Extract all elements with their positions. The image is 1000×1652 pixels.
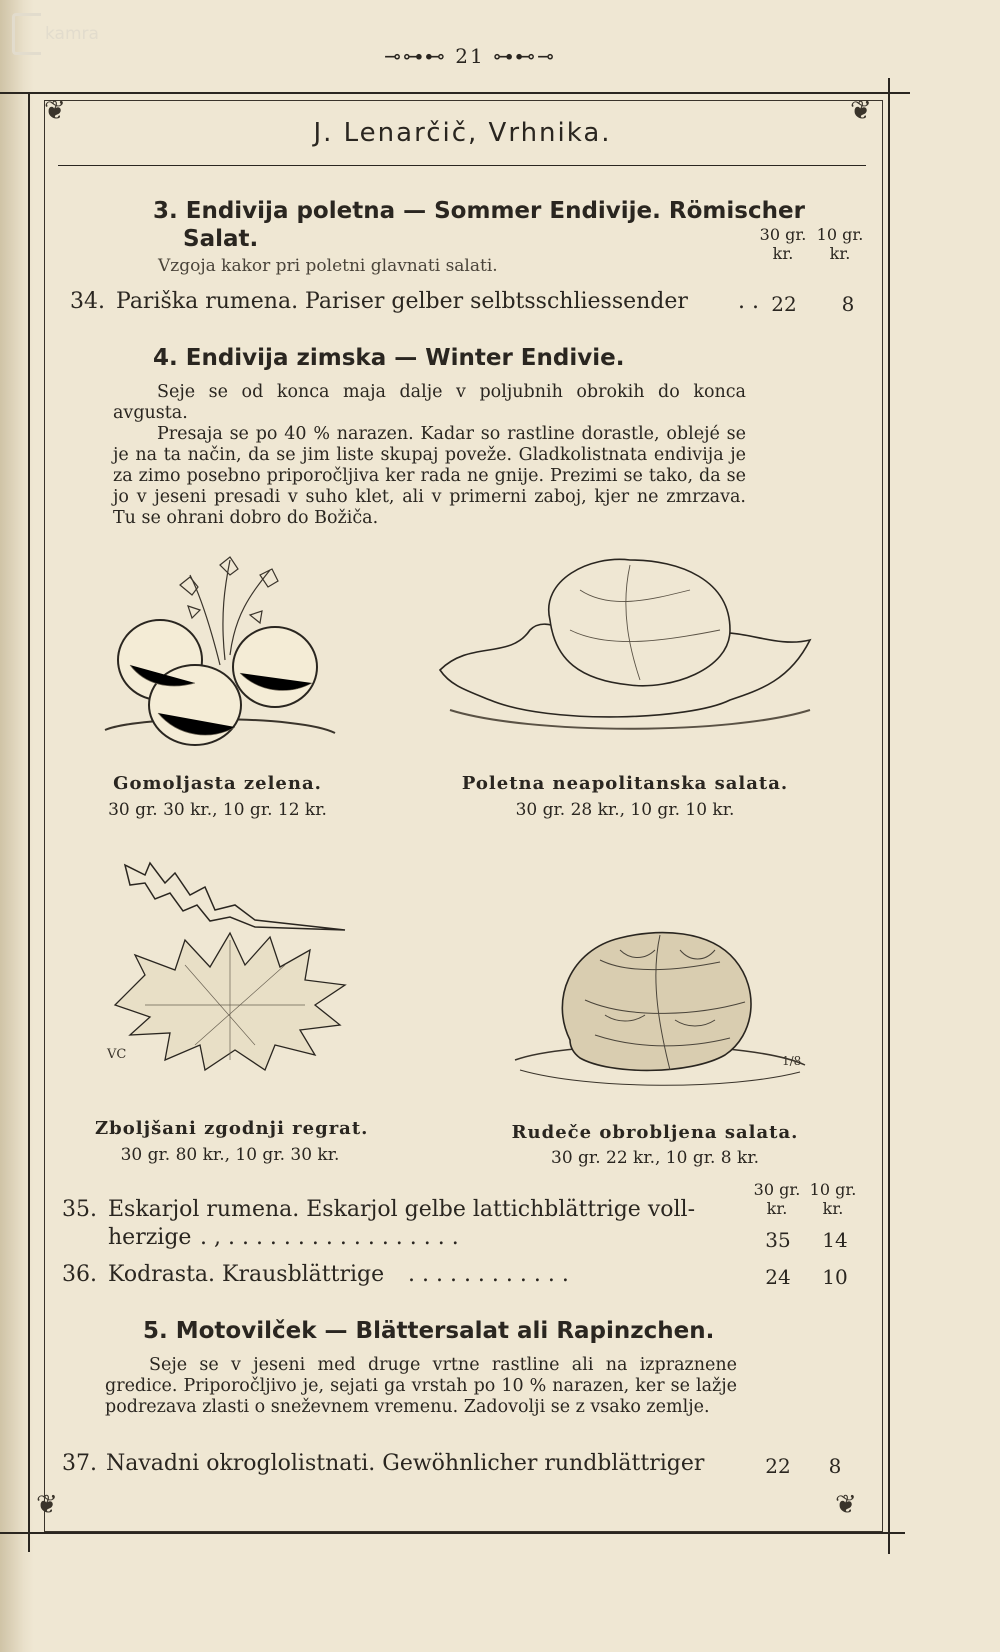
illustration4-caption: Rudeče obrobljena salata. [511, 1122, 799, 1143]
item34-dots: . . [738, 289, 759, 314]
section4-heading: 4. Endivija zimska — Winter Endivie. [153, 345, 625, 371]
section4-paragraph1: Seje se od konca maja dalje v poljubnih obrokih do konca avgusta. [113, 382, 746, 423]
illustration3-price: 30 gr. 80 kr., 10 gr. 30 kr. [120, 1145, 340, 1165]
item36-price10: 10 [822, 1265, 848, 1289]
section3-col1-unit: kr. [772, 244, 794, 263]
section3-col2-unit: kr. [829, 244, 851, 263]
item34-number: 34. [70, 289, 105, 314]
item36-price30: 24 [765, 1265, 791, 1289]
item35-price10: 14 [822, 1228, 848, 1252]
item36-name: Kodrasta. Krausblättrige [108, 1262, 385, 1287]
mid-price-header-10 [808, 1180, 858, 1218]
item37-name: Navadni okroglolistnati. Gewöhnlicher rundblättriger [106, 1451, 705, 1476]
header-title: J. Lenarčič, Vrhnika. [313, 118, 612, 148]
illustration-neapolitan-lettuce [430, 550, 820, 750]
corner-ornament-br-icon: ❦ [835, 1490, 857, 1520]
corner-ornament-bl-icon: ❦ [36, 1490, 58, 1520]
item35-number: 35. [62, 1197, 97, 1222]
mid-price-header-30 [752, 1180, 802, 1218]
watermark-text: kamra [45, 24, 99, 44]
section5-heading: 5. Motovilček — Blättersalat ali Rapinzchen. [143, 1318, 715, 1344]
illustration3-caption: Zboljšani zgodnji regrat. [95, 1118, 369, 1139]
page-number-value: 21 [455, 44, 485, 68]
mid-col1-unit: kr. [766, 1199, 788, 1218]
item36-dots: . . . . . . . . . . . . [408, 1262, 569, 1287]
mid-col1-header: 30 gr. [753, 1180, 801, 1199]
item35-dots: . , . . . . . . . . . . . . . . . . . [200, 1225, 459, 1250]
item35-name-line2: herzige [108, 1225, 192, 1250]
top-rule [0, 92, 910, 94]
section3-price-header-10 [815, 225, 865, 263]
page-number [0, 44, 940, 68]
illustration2-caption: Poletna neapolitanska salata. [461, 773, 789, 794]
item35-price30: 35 [765, 1228, 791, 1252]
illustration-celeriac [100, 555, 340, 765]
illustration1-price: 30 gr. 30 kr., 10 gr. 12 kr. [108, 800, 327, 820]
item34-price30: 22 [771, 292, 797, 316]
item34-price10: 8 [841, 292, 855, 316]
section3-price-header-30 [758, 225, 808, 263]
right-rule [888, 78, 890, 1554]
bottom-rule [0, 1532, 905, 1534]
item37-price30: 22 [765, 1454, 791, 1478]
section3-note: Vzgoja kakor pri poletni glavnati salati. [158, 256, 498, 276]
item37-price10: 8 [828, 1454, 842, 1478]
illustration1-caption: Gomoljasta zelena. [113, 773, 322, 794]
illustration-red-edged-lettuce [510, 920, 810, 1105]
section4-paragraph2: Presaja se po 40 % narazen. Kadar so rastline dorastle, oblejé se je na ta način, da se jim liste skupaj poveže. Gladkolistnata endivija je za zimo posebno priporočljiva ker rada ne gnije. Prezimi se tako, da se jo v jeseni presadi v suho klet, ali v primerni zaboj, kjer ne zmrzava. Tu se ohrani dobro do Božiča. [113, 424, 746, 528]
item36-number: 36. [62, 1262, 97, 1287]
mid-col2-header: 10 gr. [809, 1180, 857, 1199]
section3-col2-header: 10 gr. [816, 225, 864, 244]
section5-paragraph: Seje se v jeseni med druge vrtne rastline ali na izpraznene gredice. Priporočljivo je, sejati ga vrstah po 10 % narazen, ker se lažje podrezava zlasti o sneževnem vremenu. Zadovolji se z vsako zemlje. [105, 1355, 737, 1417]
item34-name: Pariška rumena. Pariser gelber selbtsschliessender [116, 289, 688, 314]
corner-ornament-tr-icon: ❦ [850, 96, 872, 126]
header-underline [58, 165, 866, 166]
left-rule [28, 92, 30, 1552]
section3-heading: 3. Endivija poletna — Sommer Endivije. Römischer [153, 198, 805, 224]
illustration-dandelion-mark: VC [107, 1047, 127, 1062]
section3-heading-line2: Salat. [183, 226, 259, 252]
illustration4-price: 30 gr. 22 kr., 10 gr. 8 kr. [551, 1148, 759, 1168]
illustration-dandelion [105, 855, 365, 1105]
illustration2-price: 30 gr. 28 kr., 10 gr. 10 kr. [515, 800, 735, 820]
page-number-ornament-right: ⊶⊷⊸ [493, 44, 556, 68]
illustration-red-edged-lettuce-mark: 1/8 [782, 1054, 802, 1068]
corner-ornament-tl-icon: ❦ [44, 96, 66, 126]
mid-col2-unit: kr. [822, 1199, 844, 1218]
section3-col1-header: 30 gr. [759, 225, 807, 244]
item37-number: 37. [62, 1451, 97, 1476]
item35-name: Eskarjol rumena. Eskarjol gelbe lattichblättrige voll- [108, 1197, 695, 1222]
page-number-ornament-left: ⊸⊶⊷ [384, 44, 447, 68]
